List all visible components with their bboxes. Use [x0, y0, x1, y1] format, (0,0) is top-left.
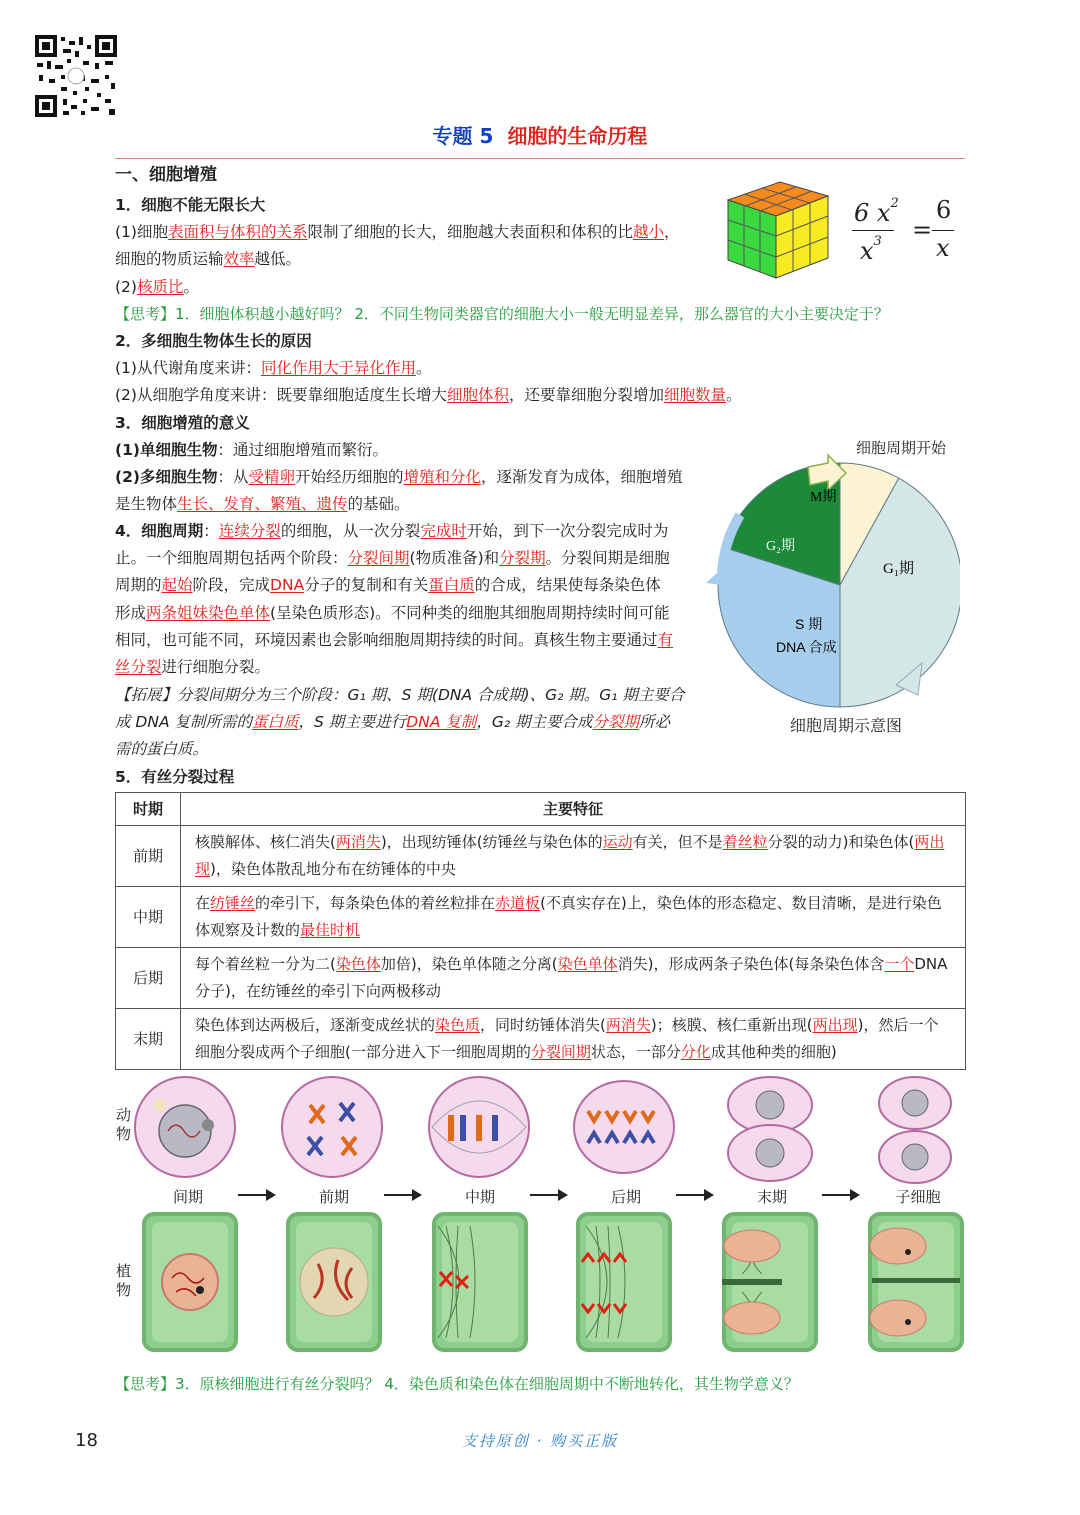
animal-metaphase-cell [429, 1077, 529, 1177]
animal-interphase-cell [135, 1077, 235, 1177]
stage-label-anaphase: 后期 [610, 1188, 641, 1206]
page-title [0, 120, 1080, 149]
ext-line3: 需的蛋白质。 [115, 740, 209, 758]
animal-anaphase-cell [574, 1081, 674, 1173]
cycle-label-s: S 期 [795, 616, 823, 632]
cycle-label-dna: DNA 合成 [776, 639, 837, 655]
sub4-line1: 4．细胞周期：连续分裂的细胞，从一次分裂完成时开始，到下一次分裂完成时为 [115, 522, 669, 540]
stage-arrow [530, 1194, 566, 1196]
sub4-line3: 周期的起始阶段，完成DNA分子的复制和有关蛋白质的合成，结果使每条染色体 [115, 576, 661, 594]
formula-den1: $x^3$ [860, 234, 882, 265]
topic-title: 细胞的生命历程 [507, 124, 648, 148]
phase-cell: 末期 [116, 1009, 181, 1070]
sub3-line3: 是生物体生长、发育、繁殖、遗传的基础。 [115, 495, 410, 513]
table-row [116, 887, 966, 948]
footer-slogan: 支持原创 · 购买正版 [461, 1432, 619, 1450]
sub5-heading: 5．有丝分裂过程 [115, 768, 235, 786]
plant-cell-details [142, 1212, 972, 1352]
feature-cell: 核膜解体、核仁消失(两消失)，出现纺锤体(纺锤丝与染色体的运动有关，但不是着丝粒分裂的动力)和染色体(两出现)，染色体散乱地分布在纺锤体的中央 [181, 826, 966, 887]
think-question-1: 【思考】1．细胞体积越小越好吗？ 2．不同生物同类器官的细胞大小一般无明显差异，那么器官的大小主要决定于？ [115, 305, 889, 323]
ext-line2: 成 DNA 复制所需的蛋白质，S 期主要进行DNA 复制，G₂ 期主要合成分裂期所必 [115, 713, 671, 731]
table-header-phase: 时期 [116, 793, 181, 826]
formula [852, 192, 962, 272]
feature-cell: 每个着丝粒一分为二(染色体加倍)，染色单体随之分离(染色单体消失)，形成两条子染色体(每条染色体含一个DNA 分子)，在纺锤丝的牵引下向两极移动 [181, 948, 966, 1009]
phase-cell: 中期 [116, 887, 181, 948]
sub4-line4: 形成两条姐妹染色单体(呈染色质形态)。不同种类的细胞其细胞周期持续时间可能 [115, 604, 670, 622]
stage-arrow [822, 1194, 858, 1196]
stage-arrow [676, 1194, 712, 1196]
animal-cells [130, 1075, 970, 1185]
sub2-line1: (1)从代谢角度来讲：同化作用大于异化作用。 [115, 359, 432, 377]
animal-daughter-cells [879, 1077, 951, 1183]
cycle-start-label: 细胞周期开始 [856, 439, 947, 457]
table-row [116, 826, 966, 887]
cycle-label-g2: G₂期 [766, 539, 795, 554]
think-question-2: 【思考】3．原核细胞进行有丝分裂吗？ 4．染色质和染色体在细胞周期中不断地转化，其生物学意义？ [115, 1375, 799, 1393]
cycle-label-g1: G₁期 [883, 561, 915, 577]
stage-label-prophase: 前期 [318, 1188, 349, 1206]
section-heading: 一、细胞增殖 [115, 165, 217, 185]
plant-label: 植 物 [116, 1262, 132, 1299]
sub4-line5: 相同，也可能不同，环境因素也会影响细胞周期持续的时间。真核生物主要通过有 [115, 631, 674, 649]
table-row [116, 948, 966, 1009]
title-divider [115, 158, 965, 159]
stage-arrow [238, 1194, 274, 1196]
stage-label-metaphase: 中期 [464, 1188, 495, 1206]
feature-cell: 在纺锤丝的牵引下，每条染色体的着丝粒排在赤道板(不真实存在)上，染色体的形态稳定、数目清晰，是进行染色体观察及计数的最佳时机 [181, 887, 966, 948]
cube-illustration [722, 174, 834, 284]
animal-telophase-cell [728, 1077, 812, 1181]
sub1-line2: 细胞的物质运输效率越低。 [115, 250, 302, 268]
sub1-line3: (2)核质比。 [115, 278, 199, 296]
sub2-heading: 2．多细胞生物体生长的原因 [115, 332, 312, 350]
formula-num1: 6 $x^2$ [854, 196, 899, 227]
sub1-heading: 1．细胞不能无限长大 [115, 196, 266, 214]
cell-cycle-diagram [700, 435, 960, 710]
sub4-line2: 止。一个细胞周期包括两个阶段：分裂间期(物质准备)和分裂期。分裂间期是细胞 [115, 549, 670, 567]
phase-cell: 前期 [116, 826, 181, 887]
topic-label: 专题 5 [432, 124, 494, 148]
stage-label-interphase: 间期 [172, 1188, 203, 1206]
animal-label: 动 物 [116, 1106, 132, 1143]
ext-line1: 【拓展】分裂间期分为三个阶段：G₁ 期、S 期(DNA 合成期)、G₂ 期。G₁ 期主要合 [115, 686, 685, 704]
mitosis-table [115, 792, 966, 1070]
table-row [116, 1009, 966, 1070]
sub3-line1: (1)单细胞生物：通过细胞增殖而繁衍。 [115, 441, 388, 459]
cycle-label-m: M期 [810, 490, 837, 505]
page-number: 18 [75, 1430, 98, 1451]
cycle-caption: 细胞周期示意图 [790, 716, 903, 735]
qr-code [35, 35, 117, 117]
formula-num2: 6 [936, 196, 952, 224]
formula-den2: x [936, 234, 950, 262]
sub4-line6: 丝分裂进行细胞分裂。 [115, 658, 271, 676]
phase-cell: 后期 [116, 948, 181, 1009]
sub3-heading: 3．细胞增殖的意义 [115, 414, 250, 432]
feature-cell: 染色体到达两极后，逐渐变成丝状的染色质，同时纺锤体消失(两消失)；核膜、核仁重新出现(两出现)，然后一个细胞分裂成两个子细胞(一部分进入下一细胞周期的分裂间期状态，一部分分化成其他种类的细胞) [181, 1009, 966, 1070]
sub1-line1: (1)细胞表面积与体积的关系限制了细胞的长大，细胞越大表面积和体积的比越小， [115, 223, 680, 241]
sub3-line2: (2)多细胞生物：从受精卵开始经历细胞的增殖和分化，逐渐发育为成体，细胞增殖 [115, 468, 683, 486]
formula-equals: = [912, 216, 933, 244]
table-header-feature: 主要特征 [181, 793, 966, 826]
animal-prophase-cell [282, 1077, 382, 1177]
stage-arrow [384, 1194, 420, 1196]
stage-label-telophase: 末期 [756, 1188, 787, 1206]
sub2-line2: (2)从细胞学角度来讲：既要靠细胞适度生长增大细胞体积，还要靠细胞分裂增加细胞数量。 [115, 386, 742, 404]
stage-label-daughter: 子细胞 [895, 1188, 941, 1206]
